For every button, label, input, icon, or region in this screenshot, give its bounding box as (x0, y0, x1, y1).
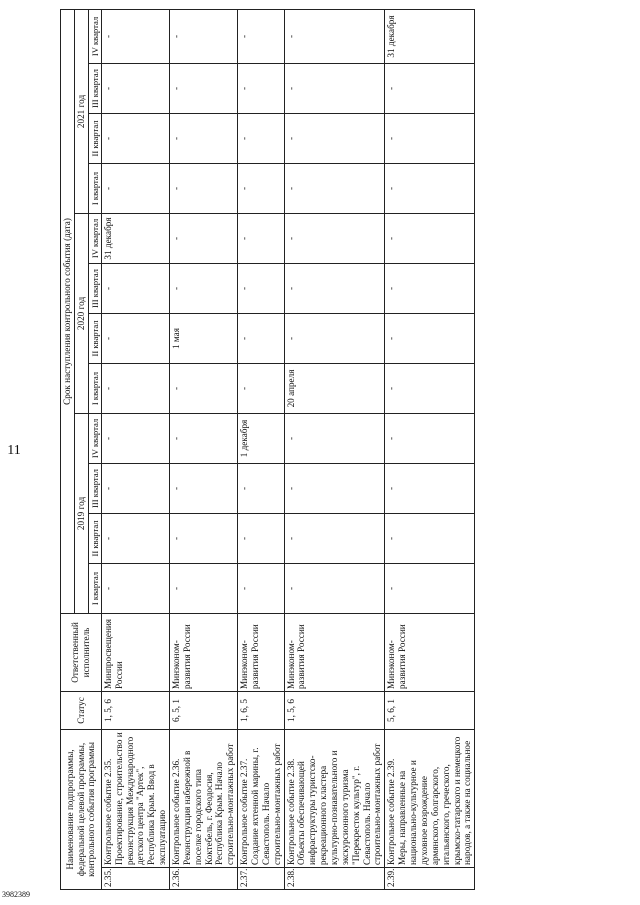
header-year-2021: 2021 год (74, 9, 88, 213)
quarter-date-cell: - (101, 263, 169, 313)
header-quarter: IV квартал (88, 413, 101, 463)
header-quarter: IV квартал (88, 213, 101, 263)
row-number: 2.38. (284, 868, 385, 890)
row-number: 2.37. (238, 868, 284, 890)
quarter-date-cell: - (101, 313, 169, 363)
quarter-date-cell: - (170, 63, 238, 113)
quarter-date-cell: - (101, 163, 169, 213)
quarter-date-cell: 20 апреля (284, 363, 385, 413)
header-quarter: IV квартал (88, 9, 101, 63)
quarter-date-cell: - (238, 463, 284, 513)
table-body (101, 9, 474, 889)
quarter-date-cell: - (284, 563, 385, 613)
row-number: 2.39. (385, 868, 475, 890)
quarter-date-cell: - (238, 263, 284, 313)
rotated-table-wrapper (60, 10, 620, 890)
quarter-date-cell: - (101, 563, 169, 613)
quarter-date-cell: - (284, 113, 385, 163)
header-quarter: III квартал (88, 463, 101, 513)
header-status: Статус (61, 691, 102, 729)
quarter-date-cell: - (170, 563, 238, 613)
quarter-date-cell: - (170, 513, 238, 563)
control-events-table (60, 9, 475, 890)
quarter-date-cell: - (284, 513, 385, 563)
quarter-date-cell: - (101, 9, 169, 63)
quarter-date-cell: - (170, 9, 238, 63)
header-quarter: I квартал (88, 363, 101, 413)
quarter-date-cell: 31 декабря (385, 9, 475, 63)
quarter-date-cell: - (170, 363, 238, 413)
quarter-date-cell: - (101, 113, 169, 163)
quarter-date-cell: - (170, 163, 238, 213)
header-year-2019: 2019 год (74, 413, 88, 613)
quarter-date-cell: 31 декабря (101, 213, 169, 263)
header-responsible: Ответственный исполнитель (61, 613, 102, 691)
status-cell: 5, 6, 1 (385, 691, 475, 729)
quarter-date-cell: - (385, 463, 475, 513)
quarter-date-cell: - (284, 213, 385, 263)
quarter-date-cell: - (284, 313, 385, 363)
quarter-date-cell: - (238, 213, 284, 263)
quarter-date-cell: - (284, 9, 385, 63)
quarter-date-cell: - (284, 163, 385, 213)
header-quarter: II квартал (88, 313, 101, 363)
quarter-date-cell: - (385, 513, 475, 563)
quarter-date-cell: - (101, 63, 169, 113)
quarter-date-cell: - (238, 63, 284, 113)
header-name: Наименование подпрограммы, федеральной целевой программы, контрольного события программы (61, 729, 102, 889)
event-name: Контрольное событие 2.38. Объекты обеспечивающей инфраструктуры туристско-рекреационного кластера культурно-познавательного и экскурсионного туризма "Перекресток культур", г. Севастополь. Начало строительно-монтажных работ (284, 729, 385, 867)
quarter-date-cell: - (238, 563, 284, 613)
responsible-cell: Минэконом-развития России (284, 613, 385, 691)
table-row (385, 9, 475, 889)
header-deadline: Срок наступления контрольного события (дата) (61, 9, 75, 613)
quarter-date-cell: - (238, 513, 284, 563)
row-number: 2.35. (101, 868, 169, 890)
quarter-date-cell: - (385, 213, 475, 263)
quarter-date-cell: - (385, 313, 475, 363)
quarter-date-cell: - (170, 413, 238, 463)
event-name: Контрольное событие 2.35. Проектирование, строительство и реконструкция Международного детского центра "Артек", Республика Крым. Ввод в эксплуатацию (101, 729, 169, 867)
quarter-date-cell: - (101, 363, 169, 413)
table-row (284, 9, 385, 889)
table-row (238, 9, 284, 889)
quarter-date-cell: 1 мая (170, 313, 238, 363)
header-quarter: II квартал (88, 513, 101, 563)
quarter-date-cell: - (238, 9, 284, 63)
quarter-date-cell: - (170, 263, 238, 313)
responsible-cell: Минэконом-развития России (385, 613, 475, 691)
responsible-cell: Минэконом-развития России (238, 613, 284, 691)
document-code: 3982389 (2, 890, 30, 899)
event-name: Контрольное событие 2.36. Реконструкция набережной в поселке городского типа Коктебель, г. Феодосия, Республика Крым. Начало строительно-монтажных работ (170, 729, 238, 867)
quarter-date-cell: - (238, 163, 284, 213)
table-row (101, 9, 169, 889)
quarter-date-cell: - (284, 463, 385, 513)
page-number: 11 (7, 443, 21, 458)
row-number: 2.36. (170, 868, 238, 890)
quarter-date-cell: - (170, 213, 238, 263)
quarter-date-cell: 1 декабря (238, 413, 284, 463)
quarter-date-cell: - (101, 463, 169, 513)
header-quarter: I квартал (88, 563, 101, 613)
quarter-date-cell: - (385, 63, 475, 113)
quarter-date-cell: - (385, 263, 475, 313)
event-name: Контрольное событие 2.37. Создание яхтенной марины, г. Севастополь. Начало строительно-монтажных работ (238, 729, 284, 867)
quarter-date-cell: - (385, 413, 475, 463)
responsible-cell: Минпросвещения России (101, 613, 169, 691)
quarter-date-cell: - (170, 463, 238, 513)
status-cell: 6, 5, 1 (170, 691, 238, 729)
quarter-date-cell: - (170, 113, 238, 163)
status-cell: 1, 5, 6 (284, 691, 385, 729)
quarter-date-cell: - (238, 363, 284, 413)
quarter-date-cell: - (238, 113, 284, 163)
responsible-cell: Минэконом-развития России (170, 613, 238, 691)
quarter-date-cell: - (385, 363, 475, 413)
header-quarter: III квартал (88, 263, 101, 313)
quarter-date-cell: - (385, 563, 475, 613)
quarter-date-cell: - (385, 163, 475, 213)
quarter-date-cell: - (101, 413, 169, 463)
quarter-date-cell: - (284, 413, 385, 463)
quarter-date-cell: - (284, 263, 385, 313)
header-quarter: II квартал (88, 113, 101, 163)
table-row (170, 9, 238, 889)
event-name: Контрольное событие 2.39. Меры, направленные на национально-культурное и духовное возрождение армянского, болгарского, итальянского, греческого, крымско-татарского и немецкого народов, а также на социальное (385, 729, 475, 867)
header-year-2020: 2020 год (74, 213, 88, 413)
status-cell: 1, 6, 5 (238, 691, 284, 729)
status-cell: 1, 5, 6 (101, 691, 169, 729)
quarter-date-cell: - (284, 63, 385, 113)
quarter-date-cell: - (101, 513, 169, 563)
header-quarter: I квартал (88, 163, 101, 213)
quarter-date-cell: - (385, 113, 475, 163)
quarter-date-cell: - (238, 313, 284, 363)
header-quarter: III квартал (88, 63, 101, 113)
